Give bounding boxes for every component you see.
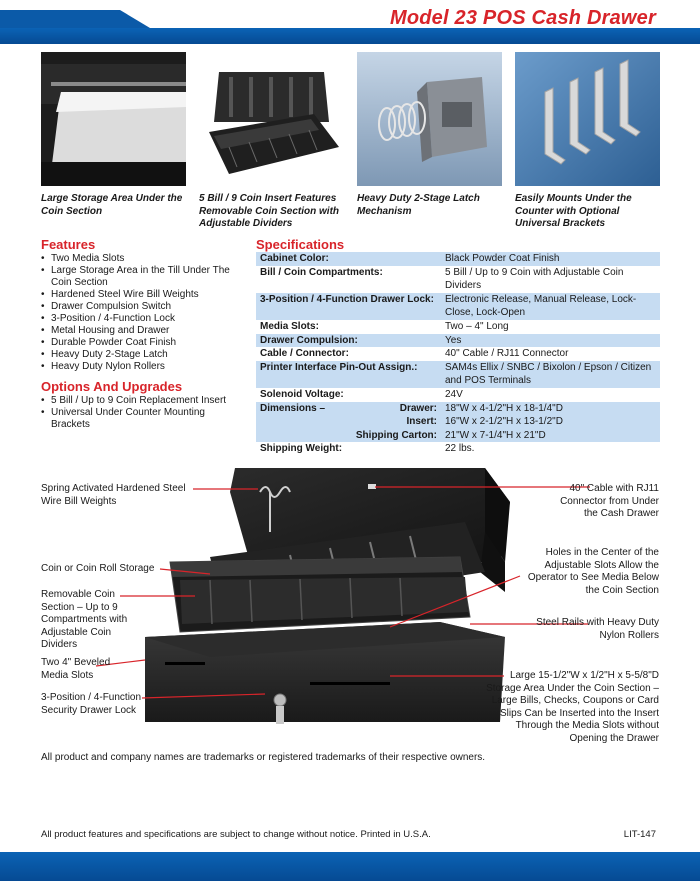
lit-number: LIT-147 bbox=[623, 829, 656, 840]
photo-brackets bbox=[515, 52, 660, 186]
caption-brackets: Easily Mounts Under the Counter with Optional Universal Brackets bbox=[515, 193, 632, 229]
table-row: Solenoid Voltage: 24V bbox=[260, 388, 463, 400]
options-heading: Options And Upgrades bbox=[41, 379, 183, 394]
callout-drawer-lock: 3-Position / 4-Function Security Drawer Lock bbox=[41, 692, 142, 716]
list-item: • Heavy Duty 2-Stage Latch bbox=[41, 349, 246, 361]
drawer-dim-value: 18"W x 4-1/2"H x 18-1/4"D bbox=[441, 402, 660, 416]
insert-dim-label: Insert: bbox=[256, 415, 441, 429]
carton-dim-label: Shipping Carton: bbox=[256, 429, 441, 443]
table-row bbox=[256, 429, 660, 443]
trademark-notice: All product and company names are trademarks or registered trademarks of their respective owners. bbox=[41, 752, 486, 763]
specs-heading: Specifications bbox=[256, 237, 345, 252]
list-item: • Durable Powder Coat Finish bbox=[41, 337, 246, 349]
specs-table bbox=[256, 252, 660, 456]
drawer-dim-label: Drawer: bbox=[399, 402, 437, 414]
table-row bbox=[256, 415, 660, 429]
callout-storage-area: Large 15-1/2"W x 1/2"H x 5-5/8"D Storage Area Under the Coin Section – Large Bills, Checks, Coupons or Card Slips Can be Inserted into the Insert Through the Media Slots without Opening the Drawer bbox=[486, 670, 659, 744]
list-item: • Large Storage Area in the Till Under The Coin Section bbox=[41, 265, 246, 289]
callout-removable-coin-section: Removable Coin Section – Up to 9 Compartments with Adjustable Coin Dividers bbox=[41, 589, 128, 651]
insert-dim-value: 16"W x 2-1/2"H x 13-1/2"D bbox=[441, 415, 660, 429]
callout-spring-bill-weights: Spring Activated Hardened Steel Wire Bill Weights bbox=[41, 483, 186, 507]
table-row bbox=[256, 402, 660, 416]
photo-latch bbox=[357, 52, 502, 186]
callout-coin-storage: Coin or Coin Roll Storage bbox=[41, 563, 155, 574]
dimensions-label: Dimensions – bbox=[260, 402, 326, 414]
table-row: Cable / Connector: 40" Cable / RJ11 Connector bbox=[260, 348, 569, 360]
list-item: • Metal Housing and Drawer bbox=[41, 325, 246, 337]
photo-storage-area bbox=[41, 52, 186, 186]
photo-coin-insert bbox=[199, 52, 344, 186]
list-item: • Universal Under Counter Mounting Brackets bbox=[41, 407, 246, 431]
footer-blue-bar bbox=[0, 852, 700, 881]
callout-media-holes: Holes in the Center of the Adjustable Slots Allow the Operator to See Media Below the Coin Section bbox=[527, 547, 659, 596]
callout-steel-rails: Steel Rails with Heavy Duty Nylon Rollers bbox=[536, 617, 659, 641]
caption-storage-area: Large Storage Area Under the Coin Section bbox=[41, 193, 183, 217]
features-heading: Features bbox=[41, 237, 96, 252]
options-list bbox=[41, 395, 246, 431]
table-row: Drawer Compulsion: Yes bbox=[256, 334, 660, 348]
callout-cable-connector: 40" Cable with RJ11 Connector from Under the Cash Drawer bbox=[560, 483, 659, 520]
table-row: Bill / Coin Compartments: 5 Bill / Up to 9 Coin with Adjustable Coin Dividers bbox=[260, 266, 624, 292]
table-row: Printer Interface Pin-Out Assign.: SAM4s Ellix / SNBC / Bixolon / Epson / Citizen and POS Terminals bbox=[256, 361, 660, 388]
table-row: Cabinet Color: Black Powder Coat Finish bbox=[256, 252, 660, 266]
callout-media-slots: Two 4" Beveled Media Slots bbox=[41, 657, 111, 681]
list-item: • Heavy Duty Nylon Rollers bbox=[41, 361, 246, 373]
features-list bbox=[41, 253, 246, 373]
list-item: • Hardened Steel Wire Bill Weights bbox=[41, 289, 246, 301]
list-item: • Two Media Slots bbox=[41, 253, 246, 265]
cash-drawer-illustration bbox=[140, 462, 520, 752]
table-row: Shipping Weight: 22 lbs. bbox=[260, 443, 475, 455]
footer-notice: All product features and specifications are subject to change without notice. Printed in U.S.A. bbox=[41, 829, 431, 840]
table-row: 3-Position / 4-Function Drawer Lock: Electronic Release, Manual Release, Lock-Close, Lock-Open bbox=[256, 293, 660, 320]
caption-latch: Heavy Duty 2-Stage Latch Mechanism bbox=[357, 193, 480, 217]
list-item: • Drawer Compulsion Switch bbox=[41, 301, 246, 313]
carton-dim-value: 21"W x 7-1/4"H x 21"D bbox=[441, 429, 660, 443]
caption-coin-insert: 5 Bill / 9 Coin Insert Features Removable Coin Section with Adjustable Dividers bbox=[199, 193, 340, 229]
list-item: • 5 Bill / Up to 9 Coin Replacement Insert bbox=[41, 395, 246, 407]
list-item: • 3-Position / 4-Function Lock bbox=[41, 313, 246, 325]
table-row: Media Slots: Two – 4" Long bbox=[260, 320, 509, 332]
page-title: Model 23 POS Cash Drawer bbox=[389, 7, 656, 29]
